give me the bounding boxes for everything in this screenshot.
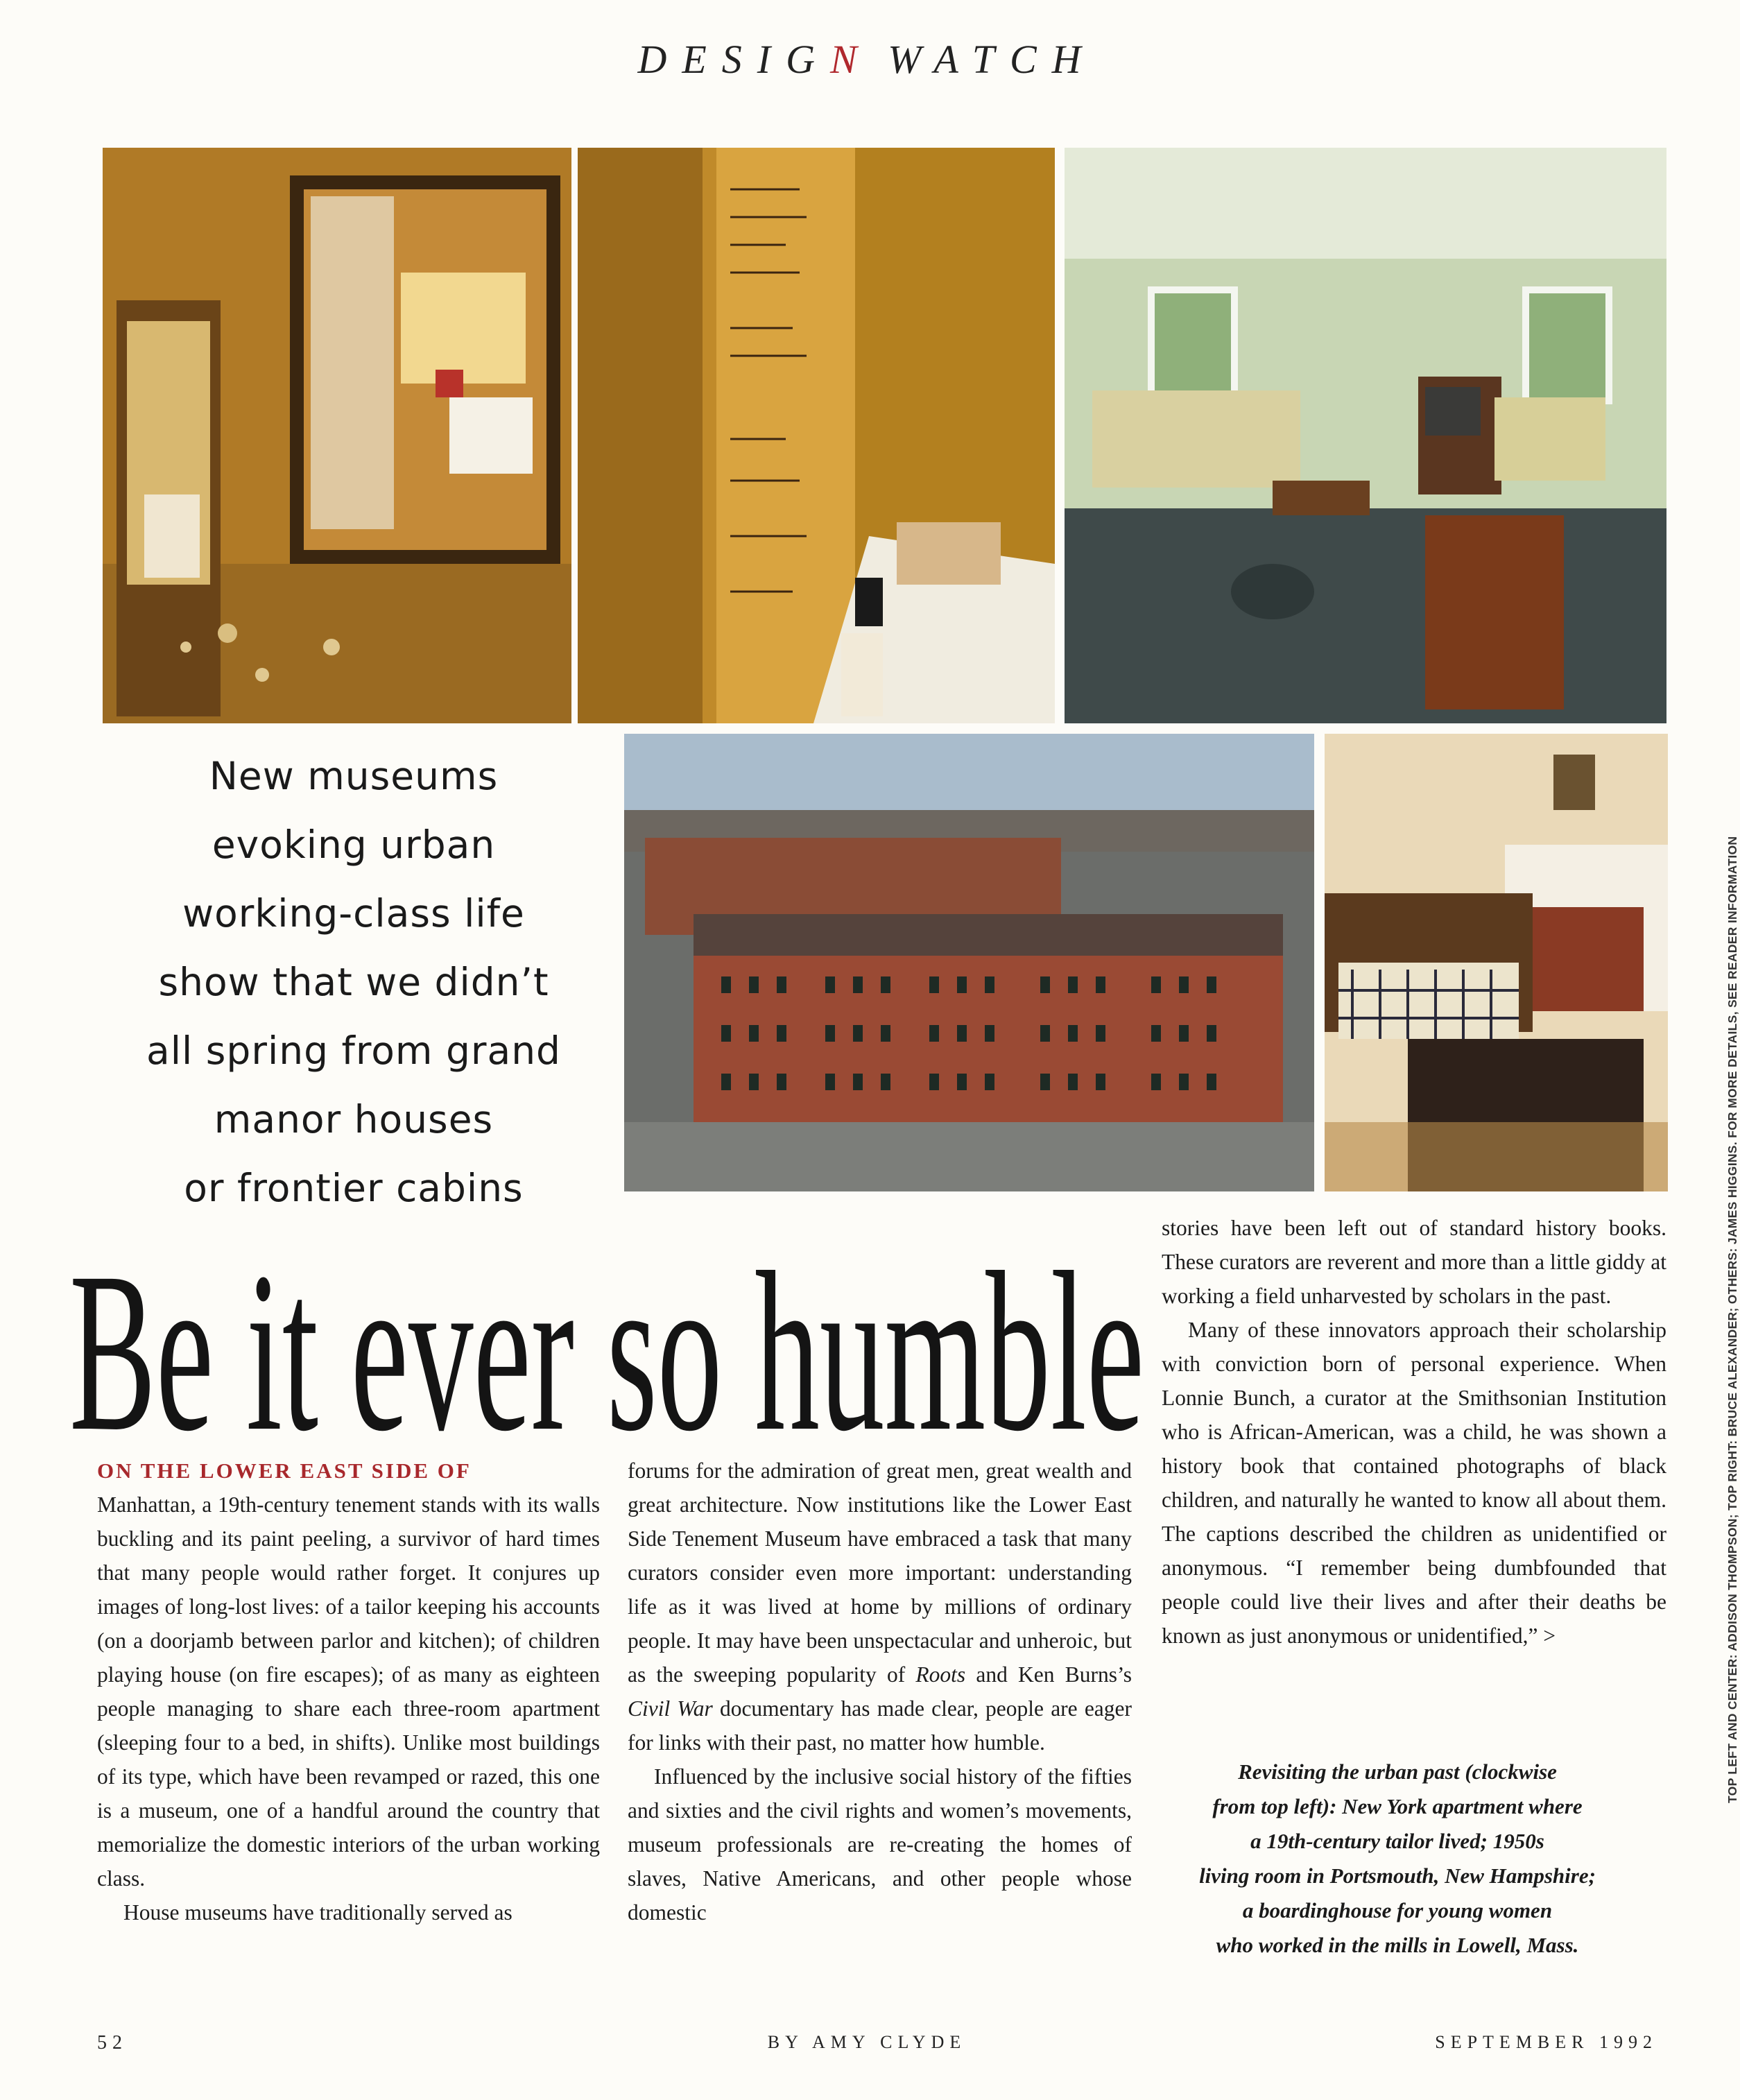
deck-line: manor houses <box>214 1097 494 1142</box>
photo-1950s-living-room <box>1065 148 1666 723</box>
page-number: 52 <box>97 2032 128 2054</box>
paragraph-text: and Ken Burns’s <box>965 1662 1132 1687</box>
deck-line: show that we didn’t <box>158 960 549 1004</box>
deck-line: evoking urban <box>212 823 496 867</box>
photo-boardinghouse-bedroom <box>1325 734 1668 1191</box>
caption-line: who worked in the mills in Lowell, Mass. <box>1216 1933 1579 1957</box>
article-column-3 <box>1162 1211 1666 1653</box>
deck-subhead <box>76 742 631 1223</box>
paragraph: stories have been left out of standard history books. These curators are reverent and more than a little giddy at working a field unharvested by scholars in the past. <box>1162 1216 1666 1308</box>
byline: BY AMY CLYDE <box>767 2032 967 2052</box>
paragraph: Many of these innovators approach their scholarship with conviction born of personal experience. When Lonnie Bunch, a curator at the Smithsonian Institution who is African-American, was a child, he was shown a history book that contained photographs of black children, and naturally he wanted to know all about them. The captions described the children as unidentified or anonymous. “I remember being dumbfounded that people could live their lives and after their deaths be known as just anonymous or unidentified,” > <box>1162 1318 1666 1648</box>
article-column-2 <box>628 1454 1132 1929</box>
caption-line: from top left): New York apartment where <box>1212 1794 1583 1818</box>
photo-credit: TOP LEFT AND CENTER: ADDISON THOMPSON; TOP RIGHT: BRUCE ALEXANDER; OTHERS: JAMES HIGGINS. FOR MORE DETAILS, SEE READER INFORMATION <box>1725 836 1739 1803</box>
paragraph <box>628 1454 1132 1759</box>
photo-tenement-doorway <box>103 148 571 723</box>
paragraph: House museums have traditionally served as <box>123 1900 512 1925</box>
photo-caption <box>1165 1755 1630 1963</box>
caption-line: Revisiting the urban past (clockwise <box>1238 1759 1557 1784</box>
lead-in: ON THE LOWER EAST SIDE OF <box>97 1458 472 1483</box>
caption-line: living room in Portsmouth, New Hampshire; <box>1199 1864 1596 1888</box>
headline-text: Be it ever so humble <box>69 1225 1144 1479</box>
photo-lowell-row-houses <box>624 734 1314 1191</box>
paragraph-text: documentary has made clear, people are eager for links with their past, no matter how humble. <box>628 1696 1132 1755</box>
deck-line: all spring from grand <box>146 1029 561 1073</box>
paragraph <box>97 1454 600 1895</box>
section-kicker <box>0 36 1734 83</box>
deck-line: working-class life <box>182 891 525 936</box>
paragraph: Influenced by the inclusive social history of the fifties and sixties and the civil rights and women’s movements, museum professionals are re-creating the homes of slaves, Native Americans, and other people whose domestic <box>628 1764 1132 1925</box>
issue-date: SEPTEMBER 1992 <box>1435 2032 1657 2052</box>
kicker-design: DESIG <box>637 37 830 82</box>
paragraph-text: forums for the admiration of great men, great wealth and great architecture. Now institutions like the Lower East Side Tenement Museum have embraced a task that many curators consider even more important: understanding life as it was lived at home by millions of ordinary people. It may have been unspectacular and unheroic, but as the sweeping popularity of <box>628 1458 1132 1687</box>
paragraph-text: Manhattan, a 19th-century tenement stands with its walls buckling and its paint peeling, a survivor of hard times that many people would rather forget. It conjures up images of long-lost lives: of a tailor keeping his accounts (on a doorjamb between parlor and kitchen); of children playing house (on fire escapes); of as many as eighteen people managing to share each three-room apartment (sleeping four to a bed, in shifts). Unlike most buildings of its type, which have been revamped or razed, this one is a museum, one of a handful around the country that memorialize the domestic interiors of the urban working class. <box>97 1492 600 1891</box>
caption-line: a 19th-century tailor lived; 1950s <box>1250 1829 1544 1853</box>
article-column-1 <box>97 1454 600 1929</box>
deck-line: or frontier cabins <box>184 1166 524 1210</box>
caption-line: a boardinghouse for young women <box>1242 1898 1553 1922</box>
photo-doorjamb-accounts <box>578 148 1055 723</box>
deck-line: New museums <box>209 754 499 798</box>
kicker-watch: WATCH <box>888 37 1096 82</box>
kicker-logo-mark: N <box>829 37 863 82</box>
italic-title: Roots <box>915 1662 966 1687</box>
italic-title: Civil War <box>628 1696 713 1721</box>
